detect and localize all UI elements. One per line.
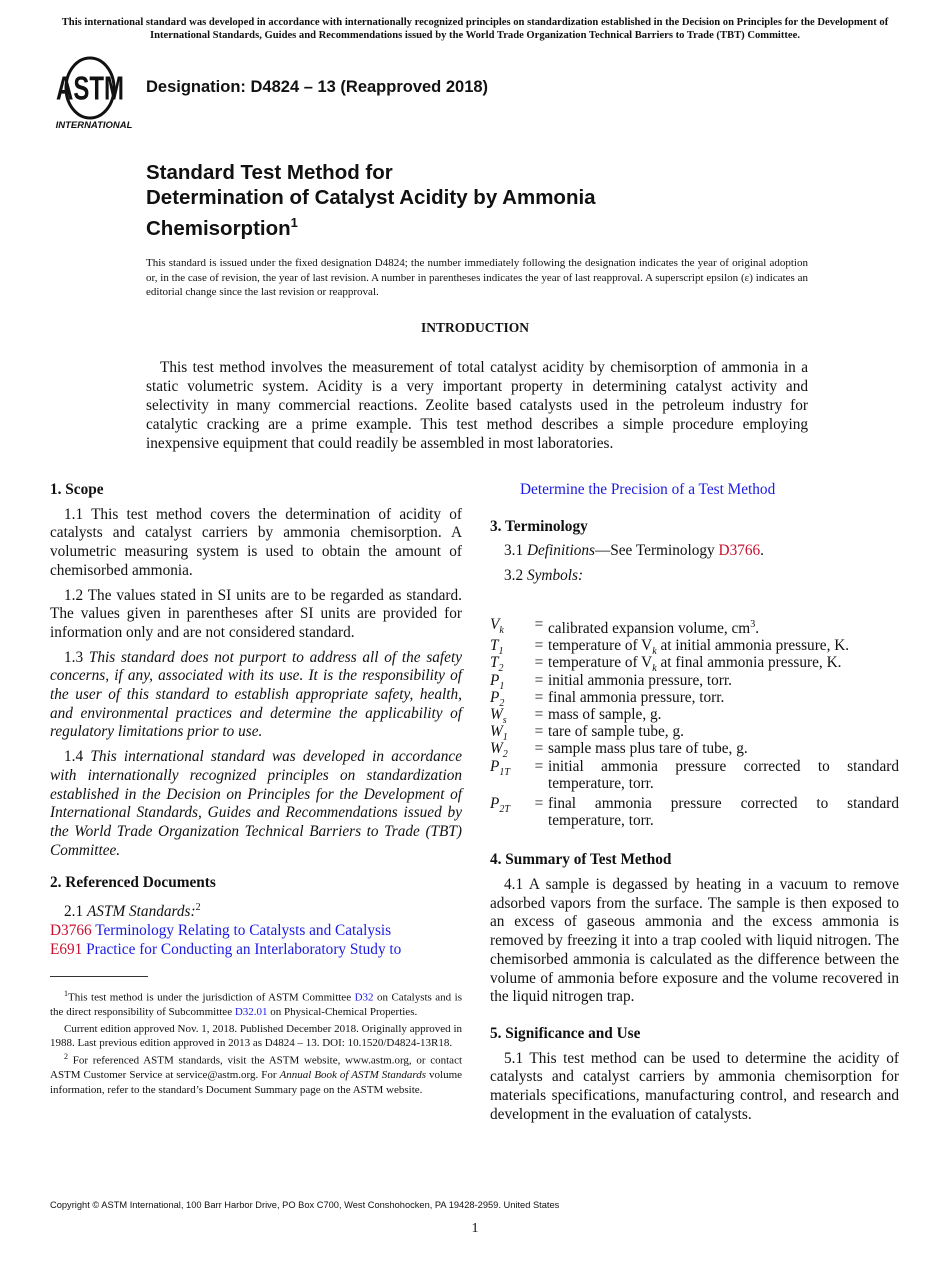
tbt-notice: This international standard was developed in accordance with internationally recognized principles on standardization established in the Decision on Principles for the Development of International Standards, Guides and Recommendations issued by the World Trade Organization Technical Barriers to Trade (TBT) Committee. <box>61 17 889 41</box>
subcommittee-link[interactable]: D32.01 <box>234 1005 268 1018</box>
section-heading: 1. Scope <box>50 481 104 498</box>
section-heading: 2. Referenced Documents <box>50 874 216 892</box>
introduction-text: This test method involves the measurement of total catalyst acidity by chemisorption of ammonia in a static volumetric system. Acidity is a very important property in determining catalyst activity and selectivity in many commercial reactions. Zeolite based catalysts used in the petroleum industry for catalytic cracking are a prime example. This test method describes a simple procedure employing inexpensive equipment that could readily be assembled in most laboratories. <box>146 359 808 452</box>
symbol-row: $W_s$ = mass of sample, g. <box>490 705 662 726</box>
footnote: Current edition approved Nov. 1, 2018. Published December 2018. Originally approved in 1988. Last previous edition approved in 2013 as D4824 – 13. DOI: 10.1520/D4824-13R18. <box>50 1023 462 1050</box>
symbol-row: $P_{1T}$ = initial ammonia pressure corrected to standard temperature, torr. <box>490 757 899 792</box>
section-heading: 4. Summary of Test Method <box>490 851 672 869</box>
right-column <box>490 481 899 1130</box>
section-heading: 5. Significance and Use <box>490 1024 641 1042</box>
paragraph: 2.1 ASTM Standards:$^2$ <box>64 902 201 921</box>
issuance-note: This standard is issued under the fixed designation D4824; the number immediately following the designation indicates the year of original adoption or, in the case of revision, the year of last revision. A number in parentheses indicates the year of last reapproval. A superscript epsilon (ε) indicates an editorial change since the last revision or reapproval. <box>146 257 808 298</box>
title-line: Standard Test Method for <box>146 161 393 184</box>
committee-link[interactable]: D32 <box>354 991 374 1004</box>
designation: Designation: D4824 – 13 (Reapproved 2018) <box>146 78 489 96</box>
terminology-link[interactable]: D3766 <box>718 542 761 560</box>
symbol-row: $P_1$ = initial ammonia pressure, torr. <box>490 671 732 692</box>
reference-title-link[interactable]: Practice for Conducting an Interlaboratory Study to <box>86 940 402 958</box>
paragraph: 3.2 Symbols: <box>504 567 584 585</box>
symbol-row: $P_{2T}$ = final ammonia pressure corrected to standard temperature, torr. <box>490 794 899 830</box>
footnote: $^1$This test method is under the jurisdiction of ASTM Committee D32 on Catalysts and is the direct responsibility of Subcommittee D32.01 on Physical-Chemical Properties. <box>50 989 462 1018</box>
paragraph: 1.1 This test method covers the determination of acidity of catalysts and catalyst carriers by ammonia chemisorption. A volumetric measuring system is used to obtain the amount of chemisorbed ammonia. <box>50 505 462 579</box>
title-line: Determination of Catalyst Acidity by Ammonia <box>146 186 596 209</box>
left-column <box>50 481 462 959</box>
svg-text:ASTM: ASTM <box>56 70 124 108</box>
reference-item <box>50 941 462 960</box>
footnote-divider <box>50 976 148 977</box>
copyright: Copyright © ASTM International, 100 Barr Harbor Drive, PO Box C700, West Conshohocken, PA 19428-2959. United States <box>50 1200 560 1210</box>
symbol-row: $P_2$ = final ammonia pressure, torr. <box>490 688 725 709</box>
section-heading: 3. Terminology <box>490 517 588 535</box>
reference-title-link[interactable]: Determine the Precision of a Test Method <box>520 481 776 498</box>
symbols-table <box>490 616 899 830</box>
symbol-row: $W_1$ = tare of sample tube, g. <box>490 723 684 744</box>
symbol-row: $W_2$ = sample mass plus tare of tube, g. <box>490 740 748 761</box>
reference-title-link[interactable]: Terminology Relating to Catalysts and Catalysis <box>95 921 392 939</box>
paragraph: 3.1 Definitions—See Terminology D3766. <box>504 542 764 560</box>
paragraph: 1.4 This international standard was developed in accordance with internationally recognized principles on standardization established in the Decision on Principles for the Development of International Standards, Guides and Recommendations issued by the World Trade Organization Technical Barriers to Trade (TBT) Committee. <box>50 748 462 859</box>
paragraph: 4.1 A sample is degassed by heating in a vacuum to remove adsorbed vapors from the surface. The sample is then exposed to an excess of gaseous ammonia and the excess ammonia is removed by freezing it into a trap cooled with liquid nitrogen. The chemisorbed ammonia is calculated as the difference between the volume of ammonia before exposure and the volume recovered in the liquid nitrogen trap. <box>490 876 899 1006</box>
svg-text:INTERNATIONAL: INTERNATIONAL <box>55 120 133 131</box>
footnote: $^2$ For referenced ASTM standards, visit the ASTM website, www.astm.org, or contact ASTM Customer Service at service@astm.org. For Annual Book of ASTM Standards volume information, refer to the standard’s Document Summary page on the ASTM website. <box>50 1052 463 1096</box>
symbol-row: $T_1$ = temperature of $V_k$ at initial ammonia pressure, K. <box>490 637 850 658</box>
reference-item <box>50 922 462 941</box>
footnotes <box>50 987 462 1097</box>
symbol-row: $V_k$ = calibrated expansion volume, $cm^3$. <box>490 615 760 637</box>
page-number: 1 <box>471 1221 479 1236</box>
paragraph: 1.3 This standard does not purport to address all of the safety concerns, if any, associated with its use. It is the responsibility of the user of this standard to establish appropriate safety, health, and environmental practices and determine the applicability of regulatory limitations prior to use. <box>50 648 462 741</box>
symbol-row: $T_2$ = temperature of $V_k$ at final ammonia pressure, K. <box>490 654 842 675</box>
reference-code-link[interactable]: D3766 <box>50 921 92 939</box>
paragraph: 5.1 This test method can be used to determine the acidity of catalysts and catalyst carriers by ammonia chemisorption for materials specifications, manufacturing control, and research and development in the evaluation of catalysts. <box>490 1049 899 1123</box>
title-line: Chemisorption <box>146 216 291 240</box>
document-title <box>146 160 596 241</box>
introduction-heading: INTRODUCTION <box>420 320 529 335</box>
paragraph: 1.2 The values stated in SI units are to be regarded as standard. The values given in parentheses after SI units are provided for information only and are not considered standard. <box>50 586 462 641</box>
reference-code-link[interactable]: E691 <box>50 940 83 958</box>
footnote-ref[interactable]: 1 <box>290 215 298 230</box>
astm-logo <box>54 56 134 132</box>
